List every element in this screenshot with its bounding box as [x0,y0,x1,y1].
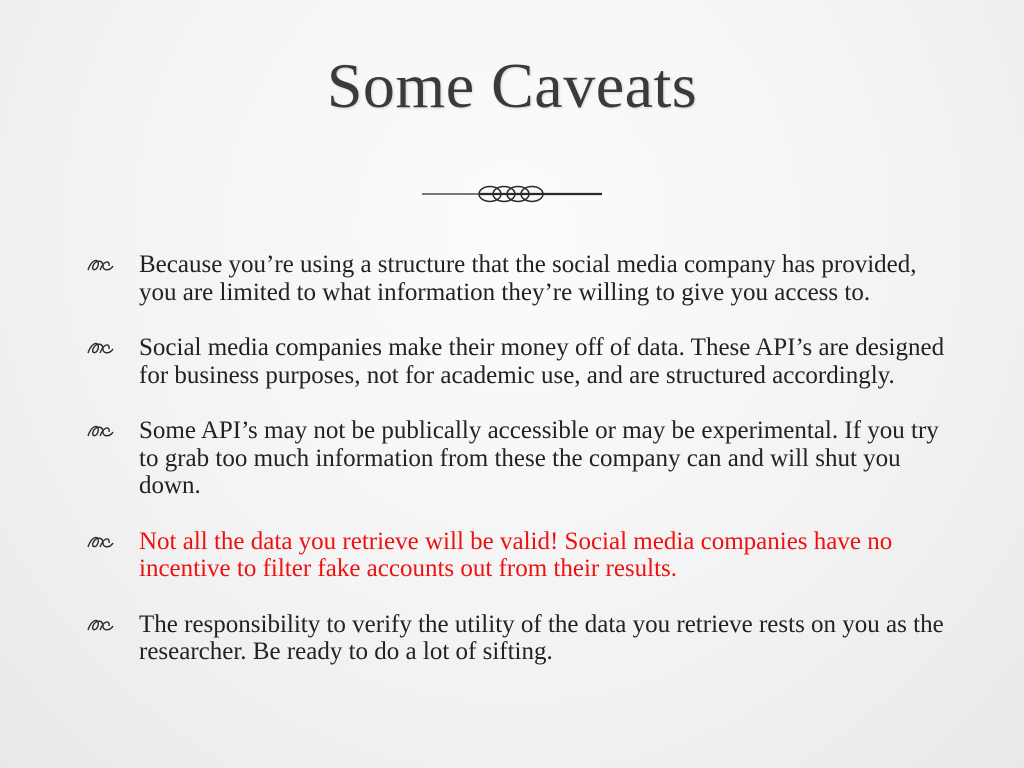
double-loop-bullet-icon [86,338,116,358]
bullet-item [86,611,946,666]
double-loop-bullet-icon [86,532,116,552]
double-loop-bullet-icon [86,421,116,441]
bullet-text: Not all the data you retrieve will be valid! Social media companies have no incentive to filter fake accounts out from their results. [139,527,893,582]
bullet-item [86,251,946,306]
bullet-item-warning [86,528,946,583]
bullet-text: Because you’re using a structure that the social media company has provided, you are limited to what information they’re willing to give you access to. [139,251,917,306]
double-loop-bullet-icon [86,255,116,275]
bullet-list [86,251,946,666]
bullet-text: The responsibility to verify the utility of the data you retrieve rests on you as the researcher. Be ready to do a lot of sifting. [139,610,944,665]
flourish-divider-icon [420,178,604,210]
bullet-text: Some API’s may not be publically accessible or may be experimental. If you try to grab too much information from these the company can and will shut you down. [139,417,939,499]
bullet-item [86,417,946,500]
slide-title: Some Caveats [326,50,698,121]
bullet-item [86,334,946,389]
double-loop-bullet-icon [86,615,116,635]
bullet-text: Social media companies make their money off of data. These API’s are designed for business purposes, not for academic use, and are structured accordingly. [139,334,945,389]
